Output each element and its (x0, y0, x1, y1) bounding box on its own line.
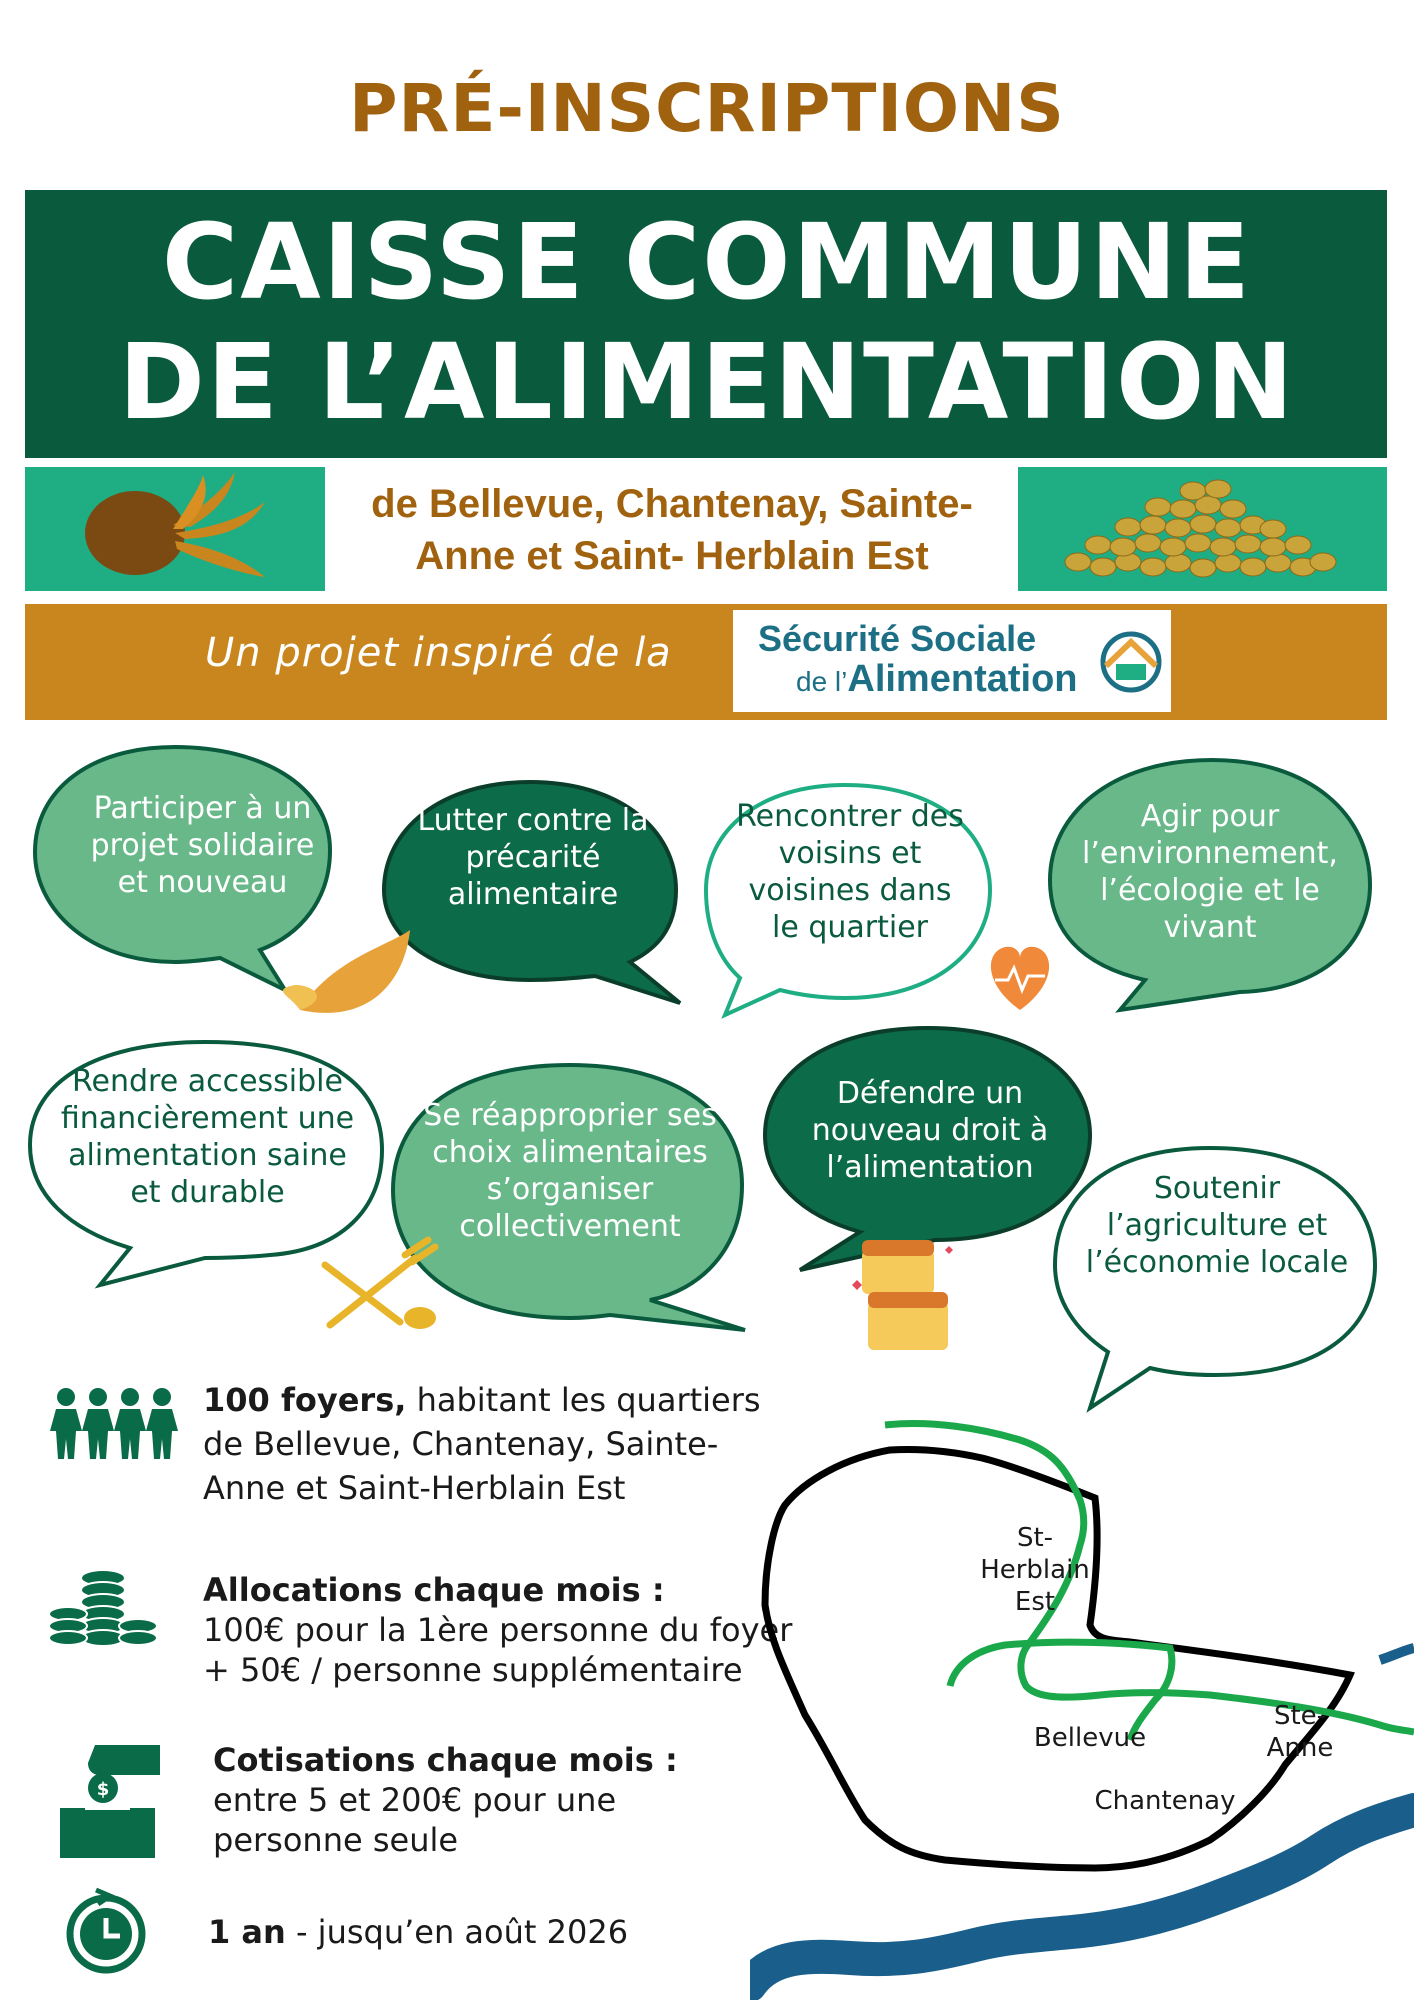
bubble-7-text: Défendre un nouveau droit à l’alimentation (811, 1076, 1049, 1185)
ssa-logo-line2: de l’Alimentation (796, 658, 1078, 700)
bubble-8-text: Soutenir l’agriculture et l’économie locale (1085, 1171, 1349, 1280)
people-group-icon (48, 1385, 183, 1460)
info-duration: 1 an - jusqu’en août 2026 (208, 1913, 629, 1951)
pre-registration-title: PRÉ-INSCRIPTIONS (349, 70, 1065, 147)
svg-text:$: $ (96, 1779, 110, 1800)
subtitle-neighbourhoods: de Bellevue, Chantenay, Sainte- Anne et Saint- Herblain Est (371, 482, 973, 578)
river (750, 1810, 1414, 1985)
info-households: 100 foyers, habitant les quartiers de Bellevue, Chantenay, Sainte- Anne et Saint-Herblain Est (203, 1381, 761, 1507)
heart-rate-icon (991, 947, 1049, 1010)
main-title: CAISSE COMMUNE DE L’ALIMENTATION (118, 201, 1296, 443)
teal-panel-right (1018, 467, 1387, 591)
bubble-6-text: Se réapproprier ses choix alimentaires s’organiser collectivement (423, 1098, 717, 1244)
cake-icon (852, 1240, 953, 1350)
bubble-5-text: Rendre accessible financièrement une alimentation saine et durable (60, 1064, 355, 1210)
bubble-1-text: Participer à un projet solidaire et nouveau (90, 790, 315, 900)
donation-box-icon (55, 1740, 167, 1860)
info-contributions: Cotisations chaque mois : entre 5 et 200€ pour une personne seule (213, 1741, 678, 1859)
teal-panel-left (25, 467, 325, 591)
river-branch (1380, 1648, 1414, 1660)
map-label-chantenay: Chantenay (1094, 1786, 1236, 1816)
map-label-ste-anne: Ste- Anne (1266, 1701, 1334, 1763)
bubble-2-text: Lutter contre la précarité alimentaire (417, 803, 649, 912)
bubble-3-text: Rencontrer des voisins et voisines dans le quartier (736, 799, 964, 945)
spoon-bowl (404, 1307, 436, 1329)
info-allocations: Allocations chaque mois : 100€ pour la 1ère personne du foyer + 50€ / personne supplémentaire (203, 1571, 793, 1689)
root-vegetable-icon (25, 467, 325, 591)
district-boundary (765, 1449, 1350, 1868)
ssa-logo-line1: Sécurité Sociale (758, 618, 1037, 659)
inspired-text: Un projet inspiré de la (205, 630, 672, 676)
ssa-house-icon (1098, 618, 1164, 706)
legumes-pile-icon (1018, 467, 1387, 591)
coins-stack-icon (48, 1568, 158, 1653)
bubble-4-text: Agir pour l’environnement, l’écologie et le vivant (1082, 799, 1338, 945)
map-label-st-herblain: St- Herblain Est (980, 1523, 1090, 1617)
leaf-icon (283, 930, 410, 1013)
map-label-bellevue: Bellevue (1033, 1723, 1147, 1753)
timer-icon (58, 1882, 158, 1982)
